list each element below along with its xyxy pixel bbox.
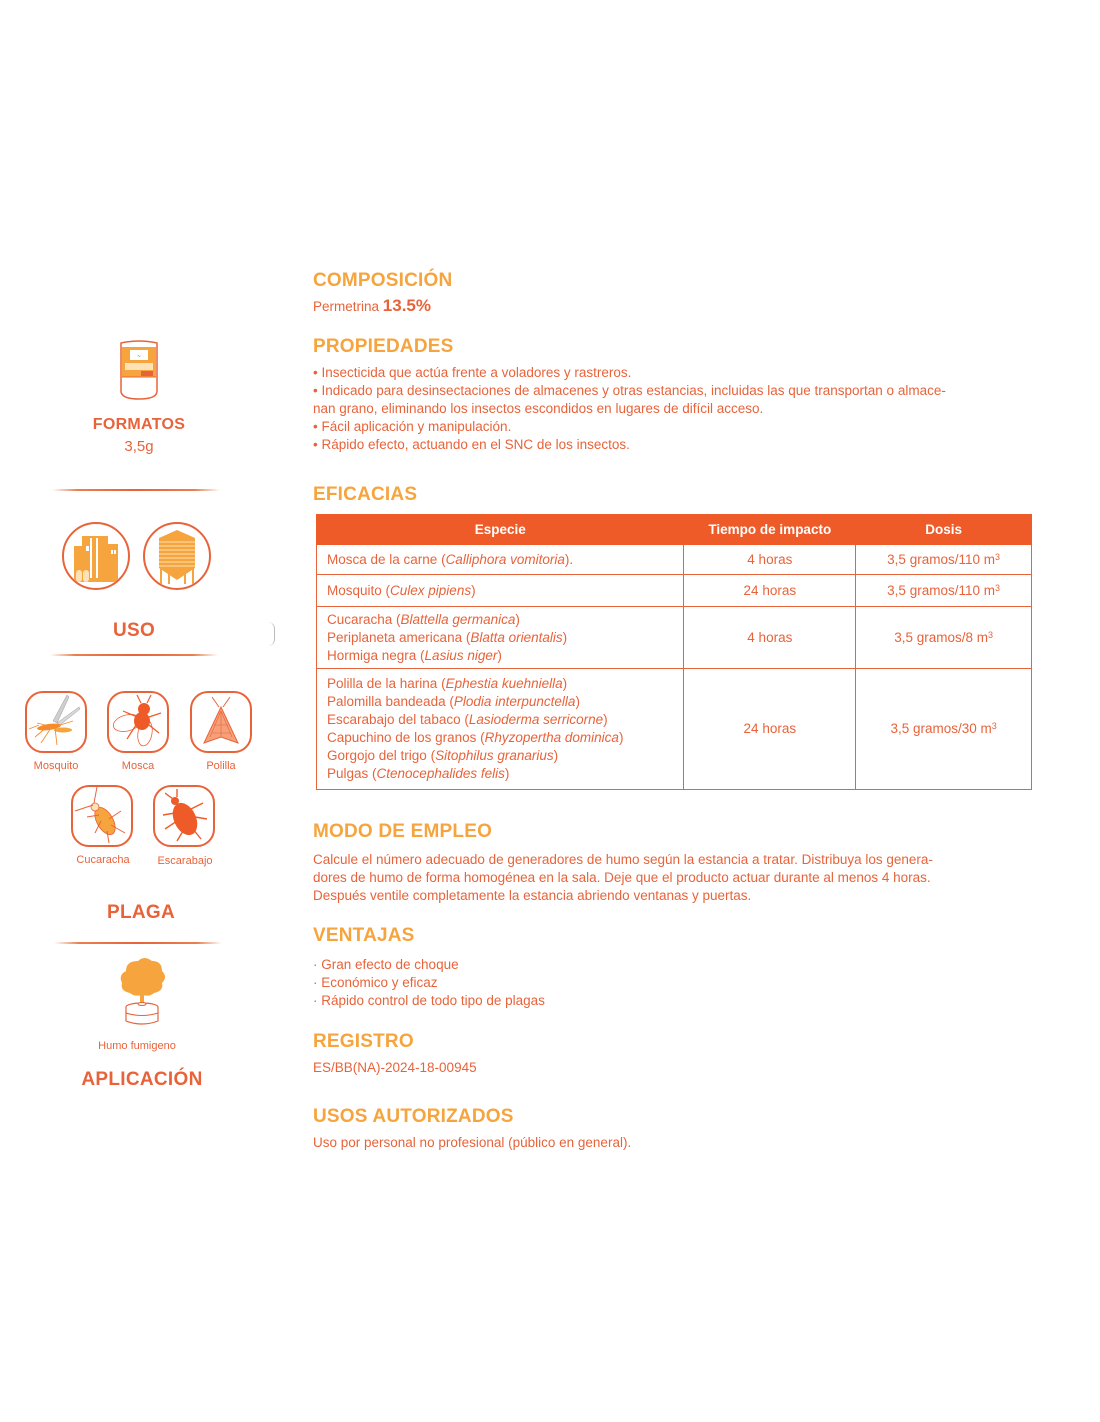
smoke-generator-icon — [116, 955, 168, 1029]
species-common-name: Palomilla bandeada — [327, 694, 446, 709]
ventajas-list — [313, 956, 545, 1010]
propiedad-line: • Indicado para desinsectaciones de almacenes y otras estancias, incluidas las que transportan o almace- — [313, 383, 946, 398]
cell-especie — [317, 669, 684, 790]
registro-value: ES/BB(NA)-2024-18-00945 — [313, 1060, 477, 1075]
propiedades-title: PROPIEDADES — [313, 336, 454, 357]
uso-label: USO — [112, 620, 156, 641]
dose-value: 3,5 gramos/30 m — [890, 721, 992, 736]
cell-tiempo: 4 horas — [684, 545, 856, 575]
pest-label-escarabajo: Escarabajo — [157, 855, 213, 867]
modo-empleo-line: Calcule el número adecuado de generadores de humo según la estancia a tratar. Distribuya los genera- — [313, 852, 933, 867]
composicion-title: COMPOSICIÓN — [313, 270, 453, 291]
pest-label-mosca: Mosca — [121, 760, 155, 772]
modo-empleo-text — [313, 851, 933, 905]
plaga-label: PLAGA — [107, 902, 175, 923]
header-especie: Especie — [317, 515, 684, 545]
species-latin-name: Culex pipiens — [390, 582, 472, 598]
usos-autorizados-value: Uso por personal no profesional (público en general). — [313, 1135, 632, 1150]
propiedad-line: • Insecticida que actúa frente a voladores y rastreros. — [313, 365, 632, 380]
species-common-name: Cucaracha — [327, 611, 393, 627]
species-latin-name: Blatta orientalis — [470, 629, 563, 645]
propiedades-list — [313, 364, 946, 454]
dose-superscript: 3 — [987, 629, 993, 640]
divider — [54, 942, 222, 944]
header-dosis: Dosis — [856, 515, 1032, 545]
cell-especie — [317, 607, 684, 669]
product-can-icon — [117, 339, 161, 401]
species-line: Periplaneta americana (Blatta orientalis) — [327, 629, 568, 645]
species-common-name: Polilla de la harina — [327, 676, 438, 691]
species-latin-name: Plodia interpunctella — [453, 694, 576, 709]
warehouse-icon — [62, 522, 130, 590]
cell-especie — [317, 575, 684, 607]
species-line: Gorgojo del trigo (Sitophilus granarius) — [327, 748, 559, 763]
eficacias-table — [316, 514, 1032, 790]
species-latin-name: Lasioderma serricorne — [468, 712, 604, 727]
cell-tiempo: 24 horas — [684, 669, 856, 790]
cell-tiempo: 24 horas — [684, 575, 856, 607]
species-common-name: Gorgojo del trigo — [327, 748, 427, 763]
dose-superscript: 3 — [994, 551, 1000, 562]
species-line: Pulgas (Ctenocephalides felis) — [327, 766, 510, 781]
species-line: Mosca de la carne (Calliphora vomitoria). — [327, 551, 574, 567]
aplicacion-caption: Humo fumigeno — [98, 1040, 176, 1052]
cockroach-icon — [71, 785, 133, 847]
modo-empleo-title: MODO DE EMPLEO — [313, 821, 493, 842]
table-row — [317, 607, 1032, 669]
aplicacion-label: APLICACIÓN — [81, 1069, 203, 1090]
species-line: Polilla de la harina (Ephestia kuehniella) — [327, 676, 568, 691]
composicion-text — [313, 295, 431, 318]
ingredient-name: Permetrina — [313, 299, 380, 314]
species-latin-name: Ctenocephalides felis — [376, 766, 505, 781]
ventajas-title: VENTAJAS — [313, 925, 415, 946]
species-suffix: . — [569, 551, 574, 567]
species-common-name: Periplaneta americana — [327, 629, 463, 645]
header-tiempo: Tiempo de impacto — [684, 515, 856, 545]
silo-icon — [143, 522, 211, 590]
species-line: Palomilla bandeada (Plodia interpunctella) — [327, 694, 580, 709]
dose-value: 3,5 gramos/110 m — [887, 551, 995, 567]
usos-autorizados-title: USOS AUTORIZADOS — [313, 1106, 514, 1127]
table-header-row — [317, 515, 1032, 545]
dose-superscript: 3 — [991, 721, 997, 731]
ventaja-item: · Gran efecto de choque — [313, 957, 459, 972]
species-line: Cucaracha (Blattella germanica) — [327, 611, 520, 627]
moth-icon — [190, 691, 252, 753]
species-common-name: Capuchino de los granos — [327, 730, 477, 745]
formatos-value: 3,5g — [124, 438, 154, 455]
beetle-icon — [153, 785, 215, 847]
propiedad-line: • Fácil aplicación y manipulación. — [313, 419, 512, 434]
cell-dosis — [856, 607, 1032, 669]
cell-dosis — [856, 545, 1032, 575]
propiedad-line: • Rápido efecto, actuando en el SNC de los insectos. — [313, 437, 630, 452]
cell-especie — [317, 545, 684, 575]
fly-icon — [107, 691, 169, 753]
species-latin-name: Blattella germanica — [400, 611, 516, 627]
pest-label-polilla: Polilla — [206, 760, 236, 772]
cell-tiempo: 4 horas — [684, 607, 856, 669]
species-latin-name: Sitophilus granarius — [435, 748, 554, 763]
ingredient-percent: 13.5% — [382, 296, 431, 315]
species-line: Mosquito (Culex pipiens) — [327, 582, 476, 598]
dose-value: 3,5 gramos/8 m — [894, 629, 988, 645]
species-common-name: Escarabajo del tabaco — [327, 712, 461, 727]
divider — [50, 654, 218, 656]
registro-title: REGISTRO — [313, 1031, 414, 1052]
species-common-name: Hormiga negra — [327, 647, 417, 663]
species-latin-name: Ephestia kuehniella — [445, 676, 563, 691]
formatos-label: FORMATOS — [92, 416, 186, 433]
cell-dosis — [856, 669, 1032, 790]
table-row — [317, 545, 1032, 575]
cell-dosis — [856, 575, 1032, 607]
species-latin-name: Rhyzopertha dominica — [484, 730, 619, 745]
modo-empleo-line: dores de humo de forma homogénea en la sala. Deje que el producto actuar durante al menos 4 horas. — [313, 870, 931, 885]
dose-value: 3,5 gramos/110 m — [887, 582, 995, 598]
mosquito-icon — [25, 691, 87, 753]
stray-mark — [268, 622, 275, 646]
dose-superscript: 3 — [994, 582, 1000, 593]
species-line: Hormiga negra (Lasius niger) — [327, 647, 502, 663]
modo-empleo-line: Después ventile completamente la estancia abriendo ventanas y puertas. — [313, 888, 752, 903]
ventaja-item: · Rápido control de todo tipo de plagas — [313, 993, 545, 1008]
pest-label-mosquito: Mosquito — [33, 760, 79, 772]
species-latin-name: Lasius niger — [424, 647, 498, 663]
divider — [52, 489, 220, 491]
species-common-name: Mosquito — [327, 582, 382, 598]
species-common-name: Pulgas — [327, 766, 369, 781]
table-row — [317, 669, 1032, 790]
svg-text:~: ~ — [137, 354, 141, 360]
eficacias-title: EFICACIAS — [313, 484, 418, 505]
propiedad-line: nan grano, eliminando los insectos escondidos en lugares de difícil acceso. — [313, 401, 764, 416]
table-row — [317, 575, 1032, 607]
species-line: Escarabajo del tabaco (Lasioderma serricorne) — [327, 712, 608, 727]
pest-label-cucaracha: Cucaracha — [76, 854, 130, 866]
species-line: Capuchino de los granos (Rhyzopertha dominica) — [327, 730, 624, 745]
species-latin-name: Calliphora vomitoria — [445, 551, 565, 567]
species-common-name: Mosca de la carne — [327, 551, 438, 567]
ventaja-item: · Económico y eficaz — [313, 975, 438, 990]
